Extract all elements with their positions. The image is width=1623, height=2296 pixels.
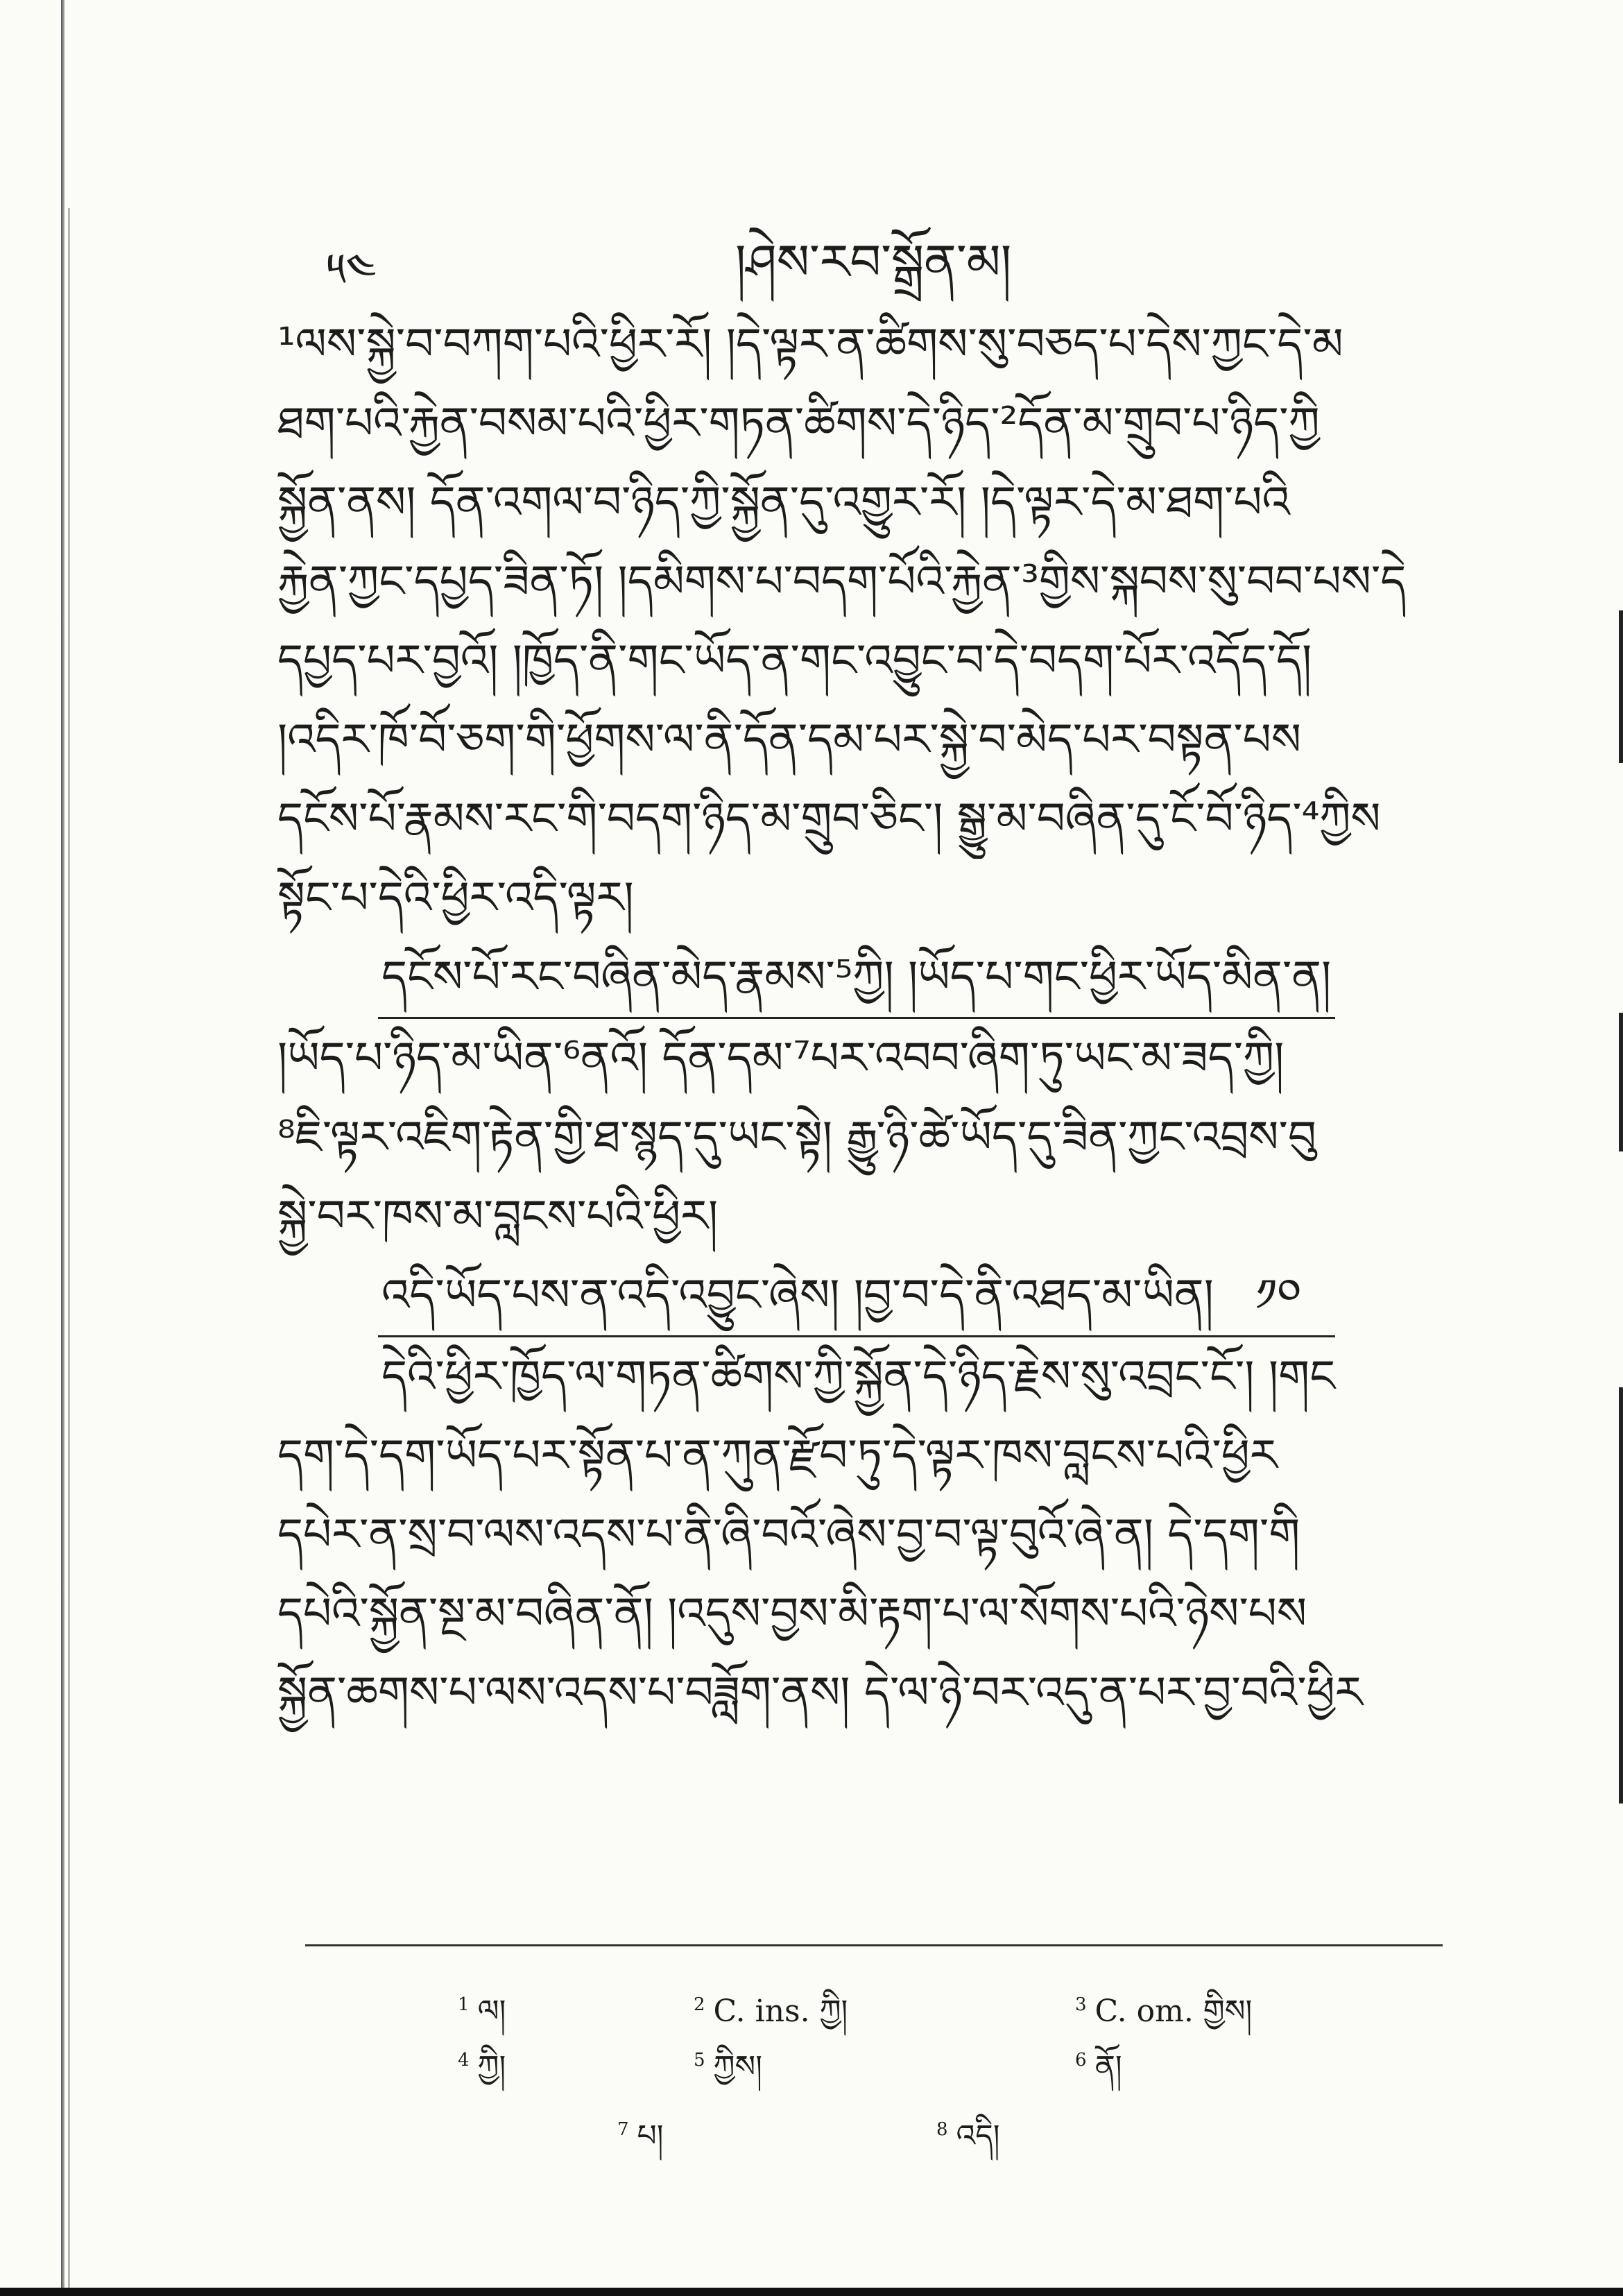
text-line: དག་དེ་དག་ཡོད་པར་སྟོན་པ་ན་ཀུན་རྫོབ་ཏུ་དེ་ལྟར་ཁས་བླངས་པའི་ཕྱིར xyxy=(277,1430,1278,1482)
footnote-number: 3 xyxy=(1075,1994,1087,2016)
text-line: །འདིར་ཁོ་བོ་ཅག་གི་ཕྱོགས་ལ་ནི་དོན་དམ་པར་སྐྱེ་བ་མེད་པར་བསྟན་པས xyxy=(277,714,1302,766)
footnote xyxy=(458,2032,506,2118)
text-line: དཔེར་ན་སྲ་བ་ལས་འདས་པ་ནི་ཞི་བའོ་ཞེས་བྱ་བ་ལྟ་བུའོ་ཞེ་ན། དེ་དག་གི xyxy=(277,1509,1300,1561)
footnote-text: པ། xyxy=(637,2118,664,2154)
footnote-number: 1 xyxy=(458,1994,470,2016)
text-line: ¹ལས་སྐྱེ་བ་བཀག་པའི་ཕྱིར་རོ། །དེ་ལྟར་ན་ཚིགས་སུ་བཅད་པ་དེས་ཀྱང་དེ་མ xyxy=(277,319,1343,370)
verse-number: ༡༠ xyxy=(1255,1270,1302,1321)
footnote-number: 7 xyxy=(617,2119,629,2141)
main-text xyxy=(277,305,1484,1733)
page-edge-right-mark xyxy=(1619,610,1623,763)
footnote xyxy=(1075,2032,1122,2118)
footnote-number: 8 xyxy=(936,2119,948,2141)
footnote xyxy=(936,2102,1000,2188)
page-edge-left-inner xyxy=(68,208,70,2289)
footnote-text: C. om. གྱིས། xyxy=(1094,1994,1253,2029)
footnote-number: 2 xyxy=(694,1994,705,2016)
page-edge-left xyxy=(61,0,65,2296)
scan-bottom-border xyxy=(0,2288,1623,2296)
text-line: སྐྱོན་ནས། དོན་འགལ་བ་ཉིད་ཀྱི་སྐྱོན་དུ་འགྱུར་རོ། །དེ་ལྟར་དེ་མ་ཐག་པའི xyxy=(277,477,1290,529)
text-line: ཐག་པའི་རྐྱེན་བསམ་པའི་ཕྱིར་གཏན་ཚིགས་དེ་ཉིད་²དོན་མ་གྲུབ་པ་ཉིད་ཀྱི xyxy=(277,398,1320,449)
text-line: སྟོང་པ་དེའི་ཕྱིར་འདི་ལྟར། xyxy=(277,873,634,924)
footnote xyxy=(617,2102,664,2188)
text-line: སྐྱོན་ཆགས་པ་ལས་འདས་པ་བཟློག་ནས། དེ་ལ་ཉེ་བར་འདུ་ན་པར་བྱ་བའི་ཕྱིར xyxy=(277,1668,1363,1719)
verse-text: འདི་ཡོད་པས་ན་འདི་འབྱུང་ཞེས། །བྱ་བ་དེ་ནི་འཐད་མ་ཡིན། xyxy=(381,1270,1214,1321)
page-edge-right-mark xyxy=(1619,1013,1623,1151)
text-line: རྐྱེན་ཀྱང་དཔྱད་ཟིན་ཏོ། །དམིགས་པ་བདག་པོའི་རྐྱེན་³གྱིས་སྐབས་སུ་བབ་པས་དེ xyxy=(277,556,1407,608)
text-line: །ཡོད་པ་ཉིད་མ་ཡིན་⁶ནའོ། དོན་དམ་⁷པར་འབབ་ཞིག་ཏུ་ཡང་མ་ཟད་ཀྱི། xyxy=(277,1033,1285,1084)
page-edge-right-mark xyxy=(1619,1387,1623,1804)
text-line: ⁸ཇི་ལྟར་འཇིག་རྟེན་གྱི་ཐ་སྙད་དུ་ཡང་སྟེ། རྒྱུ་ཉི་ཚེ་ཡོད་དུ་ཟིན་ཀྱང་འབྲས་བུ xyxy=(277,1112,1316,1163)
footnote-text: འདི། xyxy=(956,2118,1000,2154)
text-line: དེའི་ཕྱིར་ཁྱོད་ལ་གཏན་ཚིགས་ཀྱི་སྐྱོན་དེ་ཉིད་རྗེས་སུ་འབྲང་ངོ་། །གང xyxy=(381,1351,1336,1403)
text-line: དངོས་པོ་རྣམས་རང་གི་བདག་ཉིད་མ་གྲུབ་ཅིང་། སྒྱུ་མ་བཞིན་དུ་ངོ་བོ་ཉིད་⁴ཀྱིས xyxy=(277,794,1381,845)
text-line: སྐྱེ་བར་ཁས་མ་བླངས་པའི་ཕྱིར། xyxy=(277,1191,719,1242)
footnote-text: ནོ། xyxy=(1094,2049,1122,2084)
text-line: དཔྱད་པར་བྱའོ། །ཁྱོད་ནི་གང་ཡོད་ན་གང་འབྱུང་བ་དེ་བདག་པོར་འདོད་དོ། xyxy=(277,635,1312,687)
footnote-text: ལ། xyxy=(477,1994,506,2029)
footnote-number: 6 xyxy=(1075,2050,1087,2071)
footnote-rule xyxy=(305,1944,1443,1946)
verse-line xyxy=(277,938,1484,1017)
footnote-text: ཀྱི། xyxy=(477,2049,506,2084)
footnote-text: ཀྱིས། xyxy=(713,2049,762,2084)
footnote-text: C. ins. ཀྱི། xyxy=(713,1994,848,2029)
verse-line xyxy=(277,1256,1484,1335)
running-title: །ཤེས་རབ་སྒྲོན་མ། xyxy=(735,234,1012,291)
footnote-number: 4 xyxy=(458,2050,470,2071)
page-number: ༥༤ xyxy=(326,245,377,296)
footnote-number: 5 xyxy=(694,2050,705,2071)
footnote xyxy=(694,2032,762,2118)
verse-text: དངོས་པོ་རང་བཞིན་མེད་རྣམས་⁵ཀྱི། །ཡོད་པ་གང་ཕྱིར་ཡོད་མིན་ན། xyxy=(381,952,1332,1003)
text-line: དཔེའི་སྐྱོན་སྔ་མ་བཞིན་ནོ། །འདུས་བྱས་མི་རྟག་པ་ལ་སོགས་པའི་ཉེས་པས xyxy=(277,1588,1307,1640)
